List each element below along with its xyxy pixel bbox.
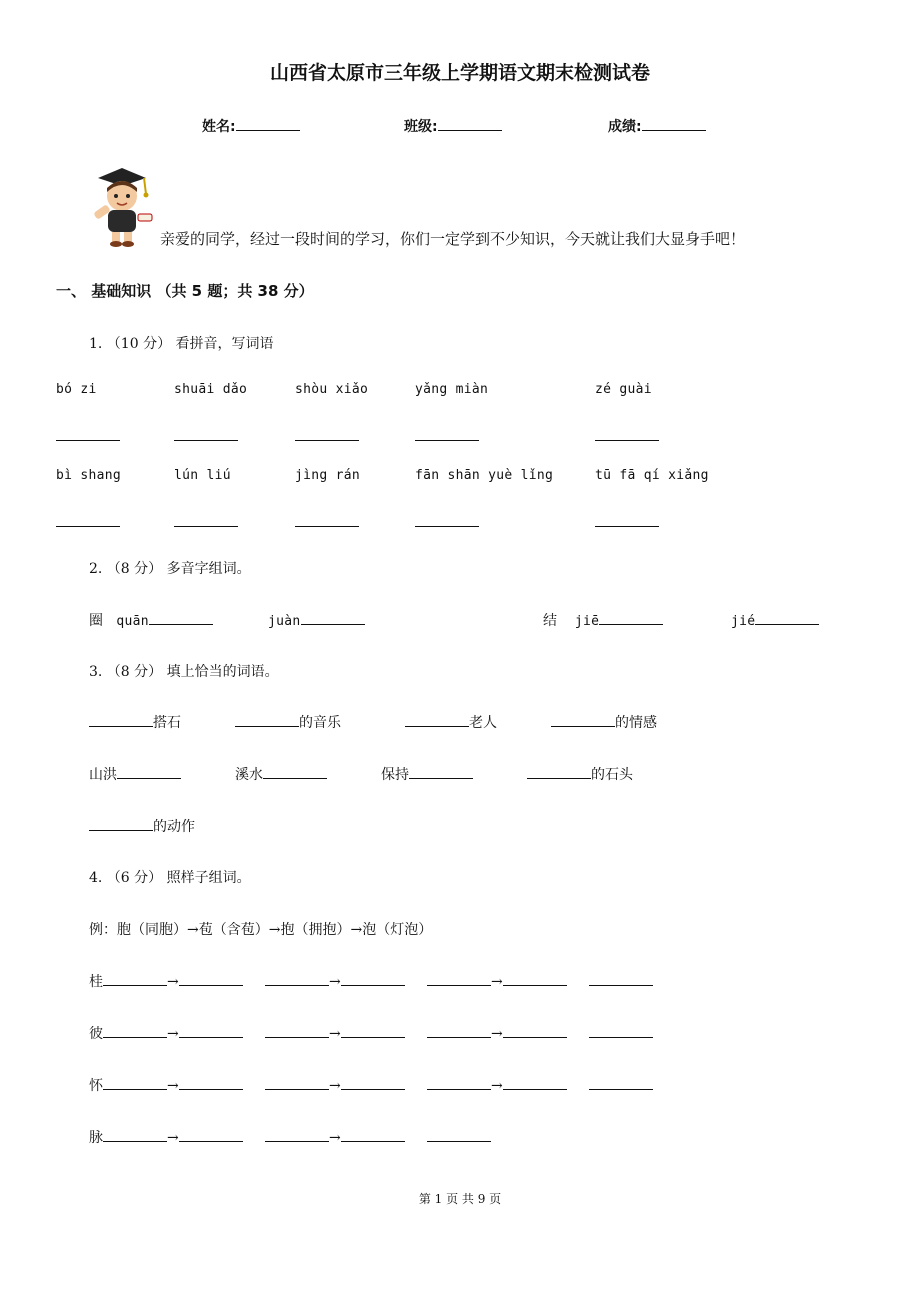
- q1-pinyin: lún liú: [174, 468, 231, 483]
- q4-blank[interactable]: [103, 1023, 167, 1038]
- q4-char: 彼: [89, 1026, 103, 1042]
- q4-blank[interactable]: [103, 1127, 167, 1142]
- q4-label: 4. （6 分） 照样子组词。: [89, 870, 251, 886]
- q4-blank[interactable]: [589, 1075, 653, 1090]
- q4-char: 脉: [89, 1130, 103, 1146]
- q4-blank[interactable]: [179, 1127, 243, 1142]
- score-label: 成绩:: [608, 119, 642, 135]
- q2-blank[interactable]: [755, 610, 819, 625]
- q3-item: [89, 816, 195, 836]
- q2-pinyin: jié: [731, 614, 756, 629]
- name-blank[interactable]: [236, 116, 300, 131]
- arrow-icon: →: [491, 974, 503, 990]
- arrow-icon: →: [491, 1078, 503, 1094]
- q4-blank[interactable]: [589, 1023, 653, 1038]
- q4-blank[interactable]: [341, 1075, 405, 1090]
- arrow-icon: →: [329, 1130, 341, 1146]
- q2-item: [731, 610, 819, 629]
- q3-word: 山洪: [89, 767, 117, 783]
- q2-item: [89, 610, 213, 630]
- q4-blank[interactable]: [589, 971, 653, 986]
- q4-blank[interactable]: [427, 1075, 491, 1090]
- page-footer: 第 1 页 共 9 页: [418, 1192, 502, 1206]
- q3-item: [235, 712, 341, 732]
- name-label: 姓名:: [202, 119, 236, 135]
- q4-blank[interactable]: [179, 1023, 243, 1038]
- q1-answer-blank[interactable]: [295, 440, 359, 441]
- q1-answer-blank[interactable]: [415, 440, 479, 441]
- q3-word: 老人: [469, 715, 497, 731]
- q4-blank[interactable]: [341, 971, 405, 986]
- q4-blank[interactable]: [103, 1075, 167, 1090]
- q1-answer-blank[interactable]: [174, 526, 238, 527]
- q4-blank[interactable]: [103, 971, 167, 986]
- arrow-icon: →: [167, 1130, 179, 1146]
- q1-answer-blank[interactable]: [295, 526, 359, 527]
- greeting-text: 亲爱的同学，经过一段时间的学习，你们一定学到不少知识，今天就让我们大显身手吧！: [160, 230, 746, 248]
- q4-example: 例：胞（同胞）→苞（含苞）→抱（拥抱）→泡（灯泡）: [89, 922, 433, 938]
- q1-answer-blank[interactable]: [415, 526, 479, 527]
- q3-item: [527, 764, 633, 784]
- q4-row: [89, 1023, 653, 1043]
- q2-blank[interactable]: [149, 610, 213, 625]
- q2-pinyin: jiē: [574, 614, 600, 629]
- q1-pinyin: tū fā qí xiǎng: [595, 468, 709, 483]
- q1-pinyin: bì shang: [56, 468, 122, 483]
- q3-word: 的动作: [153, 819, 195, 835]
- q4-blank[interactable]: [503, 971, 567, 986]
- q4-blank[interactable]: [341, 1023, 405, 1038]
- arrow-icon: →: [167, 974, 179, 990]
- q1-pinyin: fān shān yuè lǐng: [415, 468, 554, 483]
- q3-word: 的情感: [615, 715, 657, 731]
- arrow-icon: →: [329, 1078, 341, 1094]
- q3-item: [381, 764, 473, 784]
- q3-item: [235, 764, 327, 784]
- q2-blank[interactable]: [301, 610, 365, 625]
- page-title: 山西省太原市三年级上学期语文期末检测试卷: [269, 62, 650, 84]
- q3-blank[interactable]: [235, 712, 299, 727]
- q4-row: [89, 1075, 653, 1095]
- q2-blank[interactable]: [599, 610, 663, 625]
- q4-char: 桂: [89, 974, 103, 990]
- q4-blank[interactable]: [265, 1075, 329, 1090]
- q1-label: 1. （10 分） 看拼音，写词语: [89, 336, 274, 352]
- q4-blank[interactable]: [179, 971, 243, 986]
- q3-blank[interactable]: [551, 712, 615, 727]
- q3-word: 的音乐: [299, 715, 341, 731]
- q3-blank[interactable]: [89, 816, 153, 831]
- q3-blank[interactable]: [117, 764, 181, 779]
- name-field: [202, 116, 300, 136]
- q2-char: 圈: [89, 613, 103, 629]
- q3-blank[interactable]: [263, 764, 327, 779]
- q4-blank[interactable]: [341, 1127, 405, 1142]
- section-1-heading: 一、 基础知识 （共 5 题；共 38 分）: [56, 282, 314, 300]
- q2-pinyin: quān: [116, 614, 149, 629]
- q4-blank[interactable]: [427, 1023, 491, 1038]
- q2-pinyin: juàn: [268, 614, 301, 629]
- arrow-icon: →: [167, 1026, 179, 1042]
- q1-pinyin: shuāi dǎo: [174, 382, 248, 397]
- score-blank[interactable]: [642, 116, 706, 131]
- class-label: 班级:: [404, 119, 438, 135]
- q4-char: 怀: [89, 1078, 103, 1094]
- q3-item: [89, 712, 181, 732]
- arrow-icon: →: [491, 1026, 503, 1042]
- arrow-icon: →: [329, 974, 341, 990]
- q2-item: [543, 610, 663, 630]
- arrow-icon: →: [329, 1026, 341, 1042]
- q4-blank[interactable]: [503, 1075, 567, 1090]
- q1-answer-blank[interactable]: [56, 526, 120, 527]
- q4-blank[interactable]: [265, 1127, 329, 1142]
- q1-pinyin: bó zi: [56, 382, 97, 397]
- q3-word: 搭石: [153, 715, 181, 731]
- q3-blank[interactable]: [409, 764, 473, 779]
- q1-pinyin: zé guài: [595, 382, 652, 397]
- q4-blank[interactable]: [179, 1075, 243, 1090]
- q3-blank[interactable]: [405, 712, 469, 727]
- class-field: [404, 116, 502, 136]
- q3-word: 的石头: [591, 767, 633, 783]
- q3-blank[interactable]: [527, 764, 591, 779]
- q1-pinyin: shòu xiǎo: [295, 382, 369, 397]
- q4-row: [89, 971, 653, 991]
- q4-blank[interactable]: [265, 1023, 329, 1038]
- q1-answer-blank[interactable]: [595, 526, 659, 527]
- q1-answer-blank[interactable]: [595, 440, 659, 441]
- q4-blank[interactable]: [265, 971, 329, 986]
- score-field: [608, 116, 706, 136]
- q3-label: 3. （8 分） 填上恰当的词语。: [89, 664, 279, 680]
- q2-char: 结: [543, 613, 557, 629]
- q4-blank[interactable]: [427, 1127, 491, 1142]
- q1-answer-blank[interactable]: [56, 440, 120, 441]
- q1-pinyin: jìng rán: [295, 468, 361, 483]
- q4-blank[interactable]: [427, 971, 491, 986]
- q3-word: 保持: [381, 767, 409, 783]
- q3-item: [89, 764, 181, 784]
- q3-word: 溪水: [235, 767, 263, 783]
- q4-row: [89, 1127, 491, 1147]
- q3-item: [551, 712, 657, 732]
- q2-label: 2. （8 分） 多音字组词。: [89, 561, 251, 577]
- q1-answer-blank[interactable]: [174, 440, 238, 441]
- q3-blank[interactable]: [89, 712, 153, 727]
- student-mascot-icon: [86, 164, 156, 248]
- q3-item: [405, 712, 497, 732]
- q4-blank[interactable]: [503, 1023, 567, 1038]
- q1-pinyin: yǎng miàn: [415, 382, 489, 397]
- class-blank[interactable]: [438, 116, 502, 131]
- arrow-icon: →: [167, 1078, 179, 1094]
- q2-item: [268, 610, 365, 629]
